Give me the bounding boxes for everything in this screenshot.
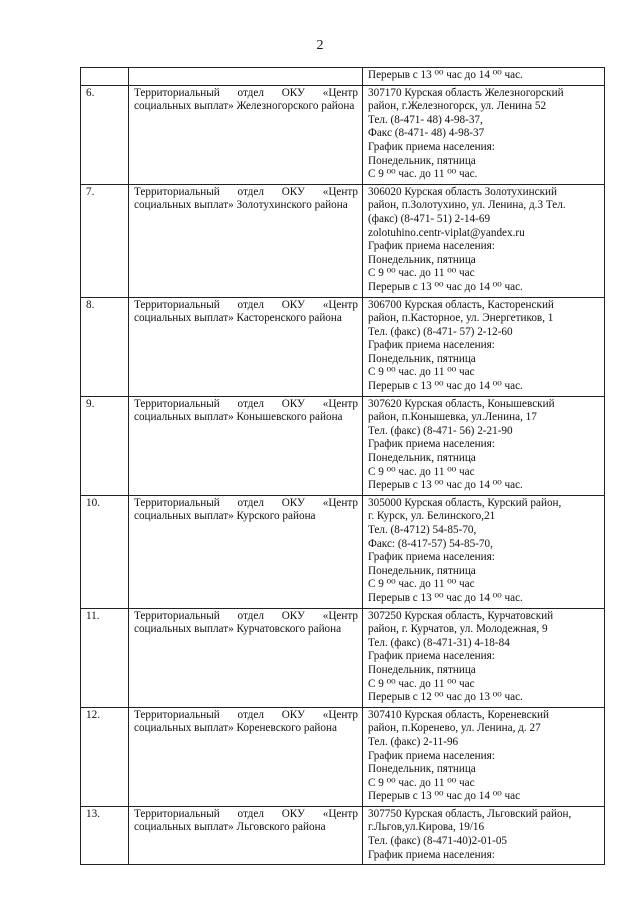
info-line: Перерыв с 13 ⁰⁰ час до 14 ⁰⁰ час. xyxy=(368,591,523,604)
info-line: район, г. Курчатов, ул. Молодежная, 9 xyxy=(368,623,548,636)
table-row xyxy=(81,806,605,864)
info-line: Перерыв с 13 ⁰⁰ час до 14 ⁰⁰ час xyxy=(368,790,521,803)
office-info-cell xyxy=(363,707,605,806)
office-info-cell xyxy=(363,806,605,864)
info-line: район, п.Касторное, ул. Энергетиков, 1 xyxy=(368,312,554,325)
office-name: Территориальный отдел ОКУ «Центр социальных выплат» Конышевского района xyxy=(129,396,363,495)
info-line: С 9 ⁰⁰ час. до 11 ⁰⁰ час xyxy=(368,366,475,379)
info-line: Факс (8-471- 48) 4-98-37 xyxy=(368,127,485,140)
row-number: 8. xyxy=(81,297,129,396)
office-info-cell xyxy=(363,495,605,608)
info-line: Понедельник, пятница xyxy=(368,352,476,365)
info-line: График приема населения: xyxy=(368,650,495,663)
office-info-cell xyxy=(363,608,605,707)
info-line: г. Курск, ул. Белинского,21 xyxy=(368,510,496,523)
table-row xyxy=(81,184,605,297)
info-line: График приема населения: xyxy=(368,140,495,153)
table-row xyxy=(81,297,605,396)
office-name: Территориальный отдел ОКУ «Центр социальных выплат» Курчатовского района xyxy=(129,608,363,707)
info-line: (факс) (8-471- 51) 2-14-69 xyxy=(368,212,491,225)
info-line: Понедельник, пятница xyxy=(368,763,476,776)
info-line: 305000 Курская область, Курский район, xyxy=(368,496,562,509)
info-line: График приема населения: xyxy=(368,438,495,451)
info-line: район, п.Коренево, ул. Ленина, д. 27 xyxy=(368,722,541,735)
info-line: График приема населения: xyxy=(368,749,495,762)
info-line: 307620 Курская область, Конышевский xyxy=(368,397,555,410)
info-line: Тел. (8-471- 48) 4-98-37, xyxy=(368,113,483,126)
info-line: Перерыв с 13 ⁰⁰ час до 14 ⁰⁰ час. xyxy=(368,280,523,293)
info-line: График приема населения: xyxy=(368,848,495,861)
info-line: 307410 Курская область, Кореневский xyxy=(368,708,550,721)
office-info-cell xyxy=(363,297,605,396)
info-line: График приема населения: xyxy=(368,339,495,352)
info-line: 307250 Курская область, Курчатовский xyxy=(368,609,554,622)
offices-table xyxy=(80,67,605,865)
row-number-cell xyxy=(81,68,129,86)
office-name-cell xyxy=(129,68,363,86)
info-line: Тел. (факс) (8-471-40)2-01-05 xyxy=(368,835,508,848)
row-number: 7. xyxy=(81,184,129,297)
info-line: Понедельник, пятница xyxy=(368,452,476,465)
info-line: Понедельник, пятница xyxy=(368,564,476,577)
info-line: 307170 Курская область Железногорский xyxy=(368,86,564,99)
info-line: С 9 ⁰⁰ час. до 11 ⁰⁰ час xyxy=(368,578,475,591)
info-line: Тел. (факс) (8-471- 57) 2-12-60 xyxy=(368,325,513,338)
info-line: Перерыв с 13 ⁰⁰ час до 14 ⁰⁰ час. xyxy=(368,479,523,492)
office-name: Территориальный отдел ОКУ «Центр социальных выплат» Льговского района xyxy=(129,806,363,864)
office-name: Территориальный отдел ОКУ «Центр социальных выплат» Курского района xyxy=(129,495,363,608)
office-name: Территориальный отдел ОКУ «Центр социальных выплат» Кореневского района xyxy=(129,707,363,806)
info-line: С 9 ⁰⁰ час. до 11 ⁰⁰ час xyxy=(368,776,475,789)
info-line: zolotuhino.centr-viplat@yandex.ru xyxy=(368,226,525,239)
table-row xyxy=(81,707,605,806)
info-line: С 9 ⁰⁰ час. до 11 ⁰⁰ час. xyxy=(368,168,478,181)
office-name: Территориальный отдел ОКУ «Центр социальных выплат» Касторенского района xyxy=(129,297,363,396)
info-line: г.Льгов,ул.Кирова, 19/16 xyxy=(368,821,485,834)
table-row-continued xyxy=(81,68,605,86)
info-line: Тел. (факс) (8-471-31) 4-18-84 xyxy=(368,636,510,649)
info-line: С 9 ⁰⁰ час. до 11 ⁰⁰ час xyxy=(368,677,475,690)
info-line: С 9 ⁰⁰ час. до 11 ⁰⁰ час xyxy=(368,267,475,280)
office-info-cell xyxy=(363,68,605,86)
office-info-cell xyxy=(363,396,605,495)
info-line: График приема населения: xyxy=(368,551,495,564)
info-line: График приема населения: xyxy=(368,240,495,253)
info-line: район, п.Конышевка, ул.Ленина, 17 xyxy=(368,411,537,424)
info-line: 307750 Курская область, Льговский район, xyxy=(368,807,572,820)
info-line: Тел. (факс) 2-11-96 xyxy=(368,735,459,748)
table-row xyxy=(81,608,605,707)
info-line: Понедельник, пятница xyxy=(368,663,476,676)
page-number: 2 xyxy=(316,38,324,53)
info-line: Понедельник, пятница xyxy=(368,253,476,266)
info-line: 306700 Курская область, Касторенский xyxy=(368,298,554,311)
row-number: 10. xyxy=(81,495,129,608)
info-line: Перерыв с 12 ⁰⁰ час до 13 ⁰⁰ час. xyxy=(368,691,523,704)
info-line: район, п.Золотухино, ул. Ленина, д.3 Тел. xyxy=(368,199,566,212)
info-line: Перерыв с 13 ⁰⁰ час до 14 ⁰⁰ час. xyxy=(368,69,523,81)
row-number: 9. xyxy=(81,396,129,495)
table-row xyxy=(81,396,605,495)
row-number: 11. xyxy=(81,608,129,707)
office-info-cell xyxy=(363,85,605,184)
info-line: С 9 ⁰⁰ час. до 11 ⁰⁰ час xyxy=(368,465,475,478)
info-line: район, г.Железногорск, ул. Ленина 52 xyxy=(368,100,547,113)
info-line: Тел. (8-4712) 54-85-70, xyxy=(368,524,477,536)
info-line: Перерыв с 13 ⁰⁰ час до 14 ⁰⁰ час. xyxy=(368,380,523,393)
row-number: 6. xyxy=(81,85,129,184)
office-name: Территориальный отдел ОКУ «Центр социальных выплат» Железногорского района xyxy=(129,85,363,184)
office-name: Территориальный отдел ОКУ «Центр социальных выплат» Золотухинского района xyxy=(129,184,363,297)
row-number: 12. xyxy=(81,707,129,806)
info-line: Факс: (8-417-57) 54-85-70, xyxy=(368,537,493,550)
table-row xyxy=(81,85,605,184)
info-line: Понедельник, пятница xyxy=(368,154,476,167)
table-body xyxy=(81,68,605,865)
row-number: 13. xyxy=(81,806,129,864)
table-row xyxy=(81,495,605,608)
info-line: 306020 Курская область Золотухинский xyxy=(368,185,557,198)
info-line: Тел. (факс) (8-471- 56) 2-21-90 xyxy=(368,424,513,437)
office-info-cell xyxy=(363,184,605,297)
